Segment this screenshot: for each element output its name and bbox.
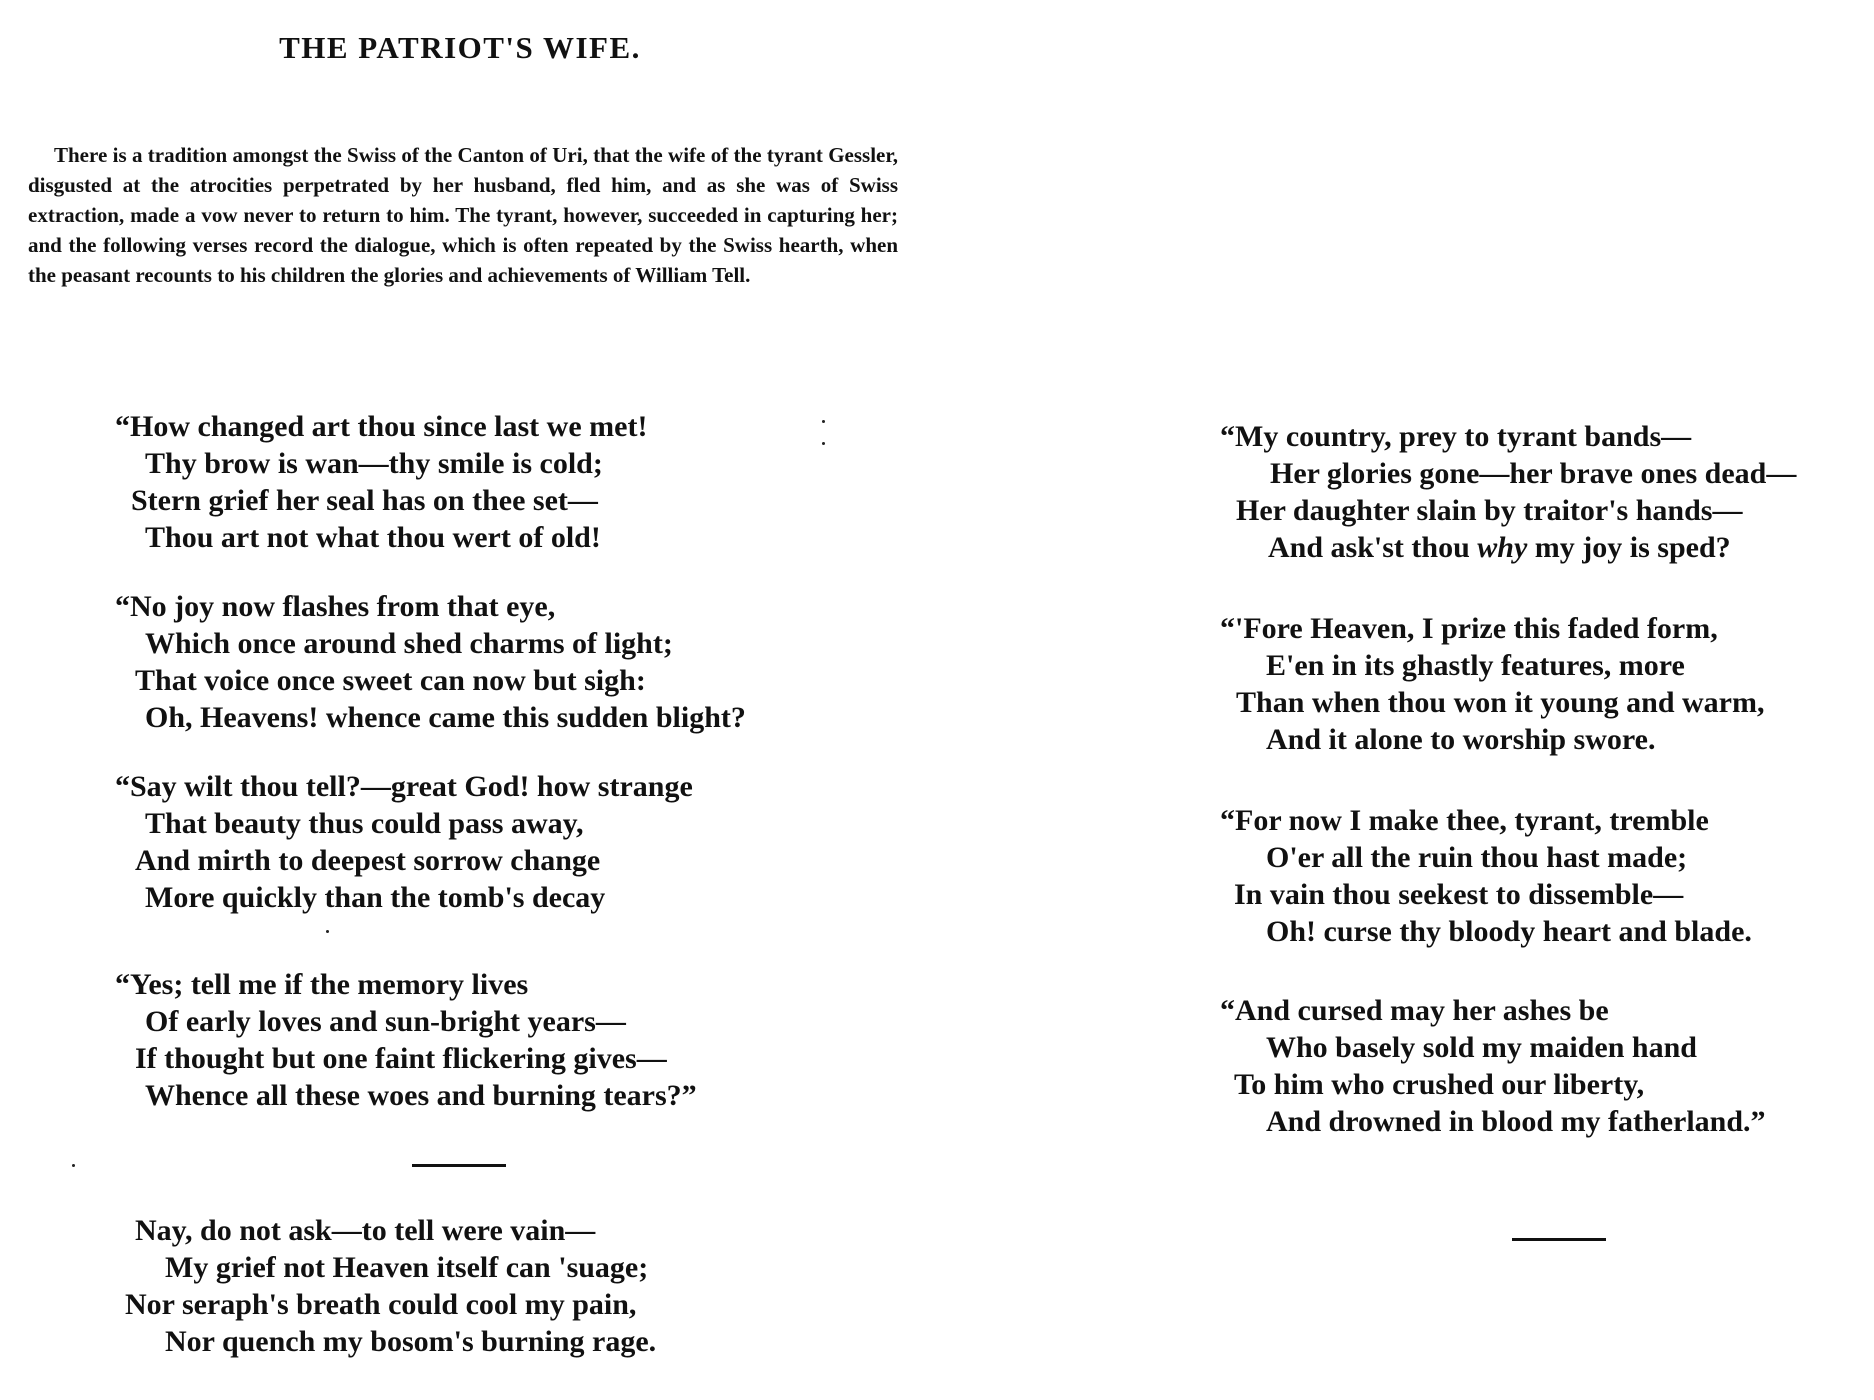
poem-line: Her daughter slain by traitor's hands— [1236, 494, 1743, 527]
right-stanza-4 [1220, 992, 1766, 1140]
poem-line-part: my joy is sped? [1527, 531, 1731, 564]
intro-paragraph [28, 140, 898, 290]
poem-line: Oh, Heavens! whence came this sudden blight? [145, 701, 746, 734]
poem-line: Thy brow is wan—thy smile is cold; [145, 447, 603, 480]
left-stanza-2 [115, 588, 746, 736]
emphasis-word: why [1477, 531, 1528, 564]
poem-line: And it alone to worship swore. [1266, 723, 1656, 756]
scan-speck [326, 930, 329, 933]
poem-line: Of early loves and sun-bright years— [145, 1005, 626, 1038]
page-title: THE PATRIOT'S WIFE. [279, 30, 641, 65]
poem-line: Nor quench my bosom's burning rage. [165, 1325, 657, 1358]
poem-line: That beauty thus could pass away, [145, 807, 584, 840]
poem-line: “And cursed may her ashes be [1220, 994, 1609, 1027]
right-stanza-2 [1220, 610, 1764, 758]
poem-line: That voice once sweet can now but sigh: [135, 664, 646, 697]
poem-line: Which once around shed charms of light; [145, 627, 673, 660]
poem-line: “Say wilt thou tell?—great God! how strange [115, 770, 693, 803]
poem-line: Nay, do not ask—to tell were vain— [135, 1214, 596, 1247]
left-stanza-4 [115, 966, 697, 1114]
poem-line: O'er all the ruin thou hast made; [1266, 841, 1688, 874]
poem-line: “No joy now flashes from that eye, [115, 590, 556, 623]
poem-line: “My country, prey to tyrant bands— [1220, 420, 1692, 453]
poem-line: To him who crushed our liberty, [1234, 1068, 1645, 1101]
section-divider [412, 1164, 506, 1167]
left-stanza-1 [115, 408, 647, 556]
poem-line: “For now I make thee, tyrant, tremble [1220, 804, 1709, 837]
poem-line: Nor seraph's breath could cool my pain, [125, 1288, 637, 1321]
poem-line: Whence all these woes and burning tears?” [145, 1079, 697, 1112]
intro-text: There is a tradition amongst the Swiss of the Canton of Uri, that the wife of the tyrant Gessler, disgusted at the atrocities perpetrated by her husband, fled him, and as she was of Swiss extraction, made a vow never to return to him. The tyrant, however, succeeded in capturing her; and the following verses record the dialogue, which is often repeated by the Swiss hearth, when the peasant recounts to his children the glories and achievements of William Tell. [28, 143, 898, 287]
right-stanza-3 [1220, 802, 1752, 950]
poem-line: “Yes; tell me if the memory lives [115, 968, 529, 1001]
section-divider [1512, 1238, 1606, 1241]
poem-line: Stern grief her seal has on thee set— [131, 484, 598, 517]
left-stanza-5 [125, 1212, 657, 1360]
scan-speck [72, 1164, 75, 1167]
left-stanza-3 [115, 768, 693, 916]
poem-line: Than when thou won it young and warm, [1236, 686, 1765, 719]
poem-line: “'Fore Heaven, I prize this faded form, [1220, 612, 1718, 645]
poem-line: Oh! curse thy bloody heart and blade. [1266, 915, 1752, 948]
right-stanza-1 [1220, 418, 1796, 566]
poem-line: Thou art not what thou wert of old! [145, 521, 601, 554]
poem-line: If thought but one faint flickering gives— [135, 1042, 667, 1075]
poem-line: E'en in its ghastly features, more [1266, 649, 1685, 682]
poem-line: More quickly than the tomb's decay [145, 881, 606, 914]
scan-speck [822, 442, 825, 445]
poem-line: And drowned in blood my fatherland.” [1266, 1105, 1766, 1138]
poem-line-part: And ask'st thou [1268, 531, 1478, 564]
poem-line: Her glories gone—her brave ones dead— [1270, 457, 1797, 490]
scan-speck [822, 420, 825, 423]
poem-line: My grief not Heaven itself can 'suage; [165, 1251, 649, 1284]
poem-line: “How changed art thou since last we met! [115, 410, 648, 443]
poem-line: And mirth to deepest sorrow change [135, 844, 601, 877]
poem-line: In vain thou seekest to dissemble— [1234, 878, 1684, 911]
poem-line: Who basely sold my maiden hand [1266, 1031, 1697, 1064]
poem-line [1268, 529, 1796, 566]
